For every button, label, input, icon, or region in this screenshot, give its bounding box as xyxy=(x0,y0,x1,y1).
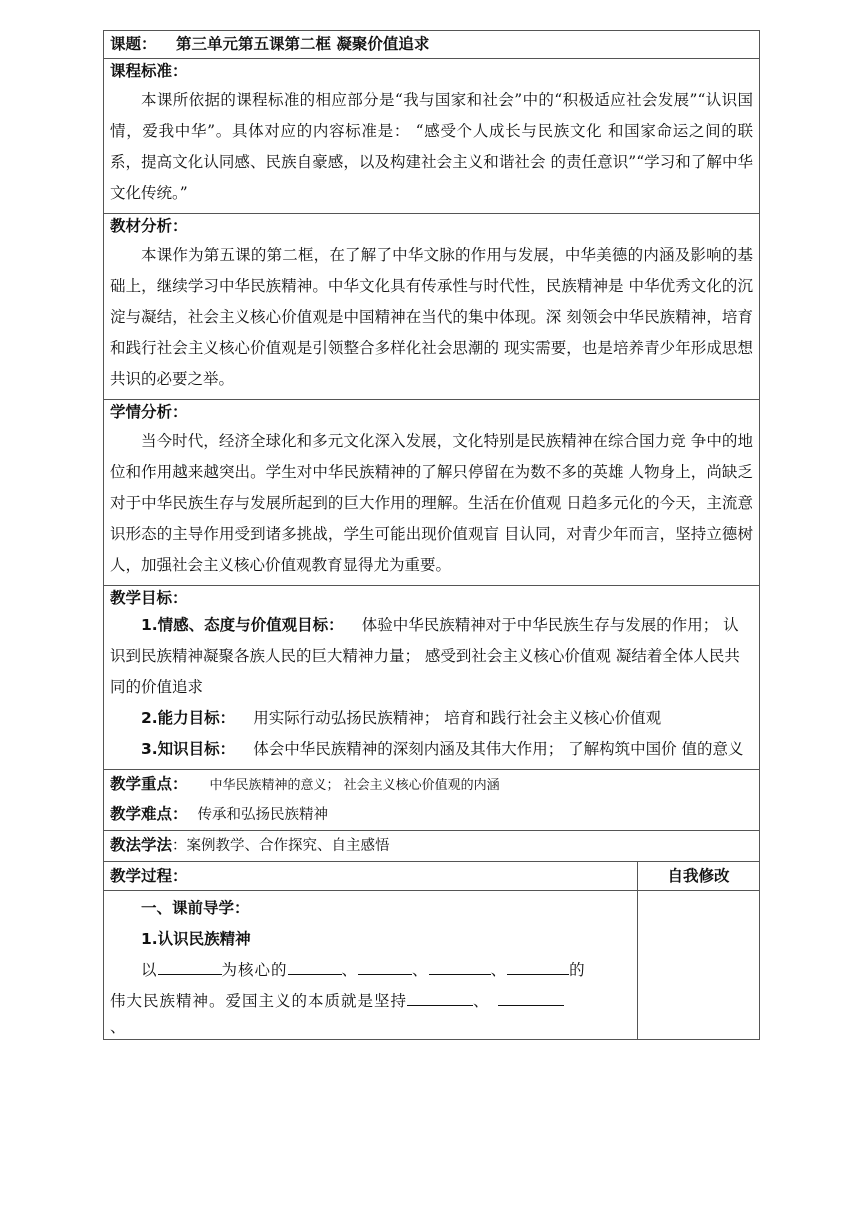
learners-text: 当今时代，经济全球化和多元文化深入发展，文化特别是民族精神在综合国力竞 争中的地位和作用越来越突出。学生对中华民族精神的了解只停留在为数不多的英雄 人物身上，尚缺乏对于中华民族生存与发展所起到的巨大作用的理解。生活在价值观 日趋多元化的今天，主流意识形态的主导作用受到诸多挑战，学生可能出现价值观盲 目认同，对青少年而言，坚持立德树人，加强社会主义核心价值观教育显得尤为重要。 xyxy=(110,432,753,574)
goals-row xyxy=(104,586,760,770)
lesson-plan-sheet xyxy=(103,30,759,1040)
material-heading: 教材分析： xyxy=(110,217,188,235)
difficulties-label: 教学难点： xyxy=(110,805,188,823)
learners-row xyxy=(104,400,760,586)
goal-ability xyxy=(110,703,753,734)
goal-affective xyxy=(110,610,753,703)
material-text: 本课作为第五课的第二框，在了解了中华文脉的作用与发展，中华美德的内涵及影响的基础上，继续学习中华民族精神。中华文化具有传承性与时代性，民族精神是 中华优秀文化的沉淀与凝结，社会主义核心价值观是中国精神在当代的集中体现。深 刻领会中华民族精神，培育和践行社会主义核心价值观是引领整合多样化社会思潮的 现实需要，也是培养青少年形成思想共识的必要之举。 xyxy=(110,246,753,388)
methods-label: 教法学法 xyxy=(110,836,173,854)
methods-text: ：案例教学、合作探究、自主感悟 xyxy=(172,838,390,854)
title-label: 课题： xyxy=(110,35,157,53)
goal-ability-text: 用实际行动弘扬民族精神； 培育和践行社会主义核心价值观 xyxy=(253,709,662,727)
blank-5[interactable] xyxy=(507,958,569,975)
self-revision-heading: 自我修改 xyxy=(667,867,730,885)
blank-7[interactable] xyxy=(498,989,564,1006)
key-points-row xyxy=(104,770,760,831)
standards-row xyxy=(104,59,760,214)
self-revision-cell[interactable] xyxy=(638,891,760,1040)
goal-affective-label: 1.情感、态度与价值观目标： xyxy=(141,616,344,634)
key-points-label: 教学重点： xyxy=(110,775,188,793)
process-header-row xyxy=(104,862,760,891)
item-know-spirit: 1.认识民族精神 xyxy=(141,930,251,948)
goal-knowledge xyxy=(110,734,753,765)
process-heading: 教学过程： xyxy=(110,867,188,885)
title-row xyxy=(104,31,760,59)
blank-4[interactable] xyxy=(429,958,491,975)
key-points-text: 中华民族精神的意义； 社会主义核心价值观的内涵 xyxy=(209,778,500,793)
standards-text: 本课所依据的课程标准的相应部分是“我与国家和社会”中的“积极适应社会发展”“认识国情，爱我中华”。具体对应的内容标准是： “感受个人成长与民族文化 和国家命运之间的联系，提高文化认同感、民族自豪感，以及构建社会主义和谐社会 的责任意识”“学习和了解中华文化传统。” xyxy=(110,91,753,202)
lesson-plan-table xyxy=(103,30,760,1040)
material-row xyxy=(104,214,760,400)
lesson-title: 第三单元第五课第二框 凝聚价值追求 xyxy=(176,35,430,53)
pre-class-heading: 一、课前导学： xyxy=(141,899,250,917)
blank-6[interactable] xyxy=(407,989,473,1006)
goal-knowledge-label: 3.知识目标： xyxy=(141,740,236,758)
blank-3[interactable] xyxy=(358,958,412,975)
methods-row xyxy=(104,831,760,862)
goal-ability-label: 2.能力目标： xyxy=(141,709,236,727)
blank-2[interactable] xyxy=(288,958,342,975)
fill-blank-line-1: 以 为核心的 、 、 、 的 xyxy=(110,955,631,986)
goal-affective-text: 体验中华民族精神对于中华民族生存与发展的作用； 认识到民族精神凝聚各族人民的巨大精神力量； 感受到社会主义核心价值观 凝结着全体人民共同的价值追求 xyxy=(110,616,740,696)
fill-blank-line-2: 伟大民族精神。爱国主义的本质就是坚持 、 xyxy=(110,986,631,1017)
blank-1[interactable] xyxy=(158,958,222,975)
learners-heading: 学情分析： xyxy=(110,403,188,421)
process-body-row xyxy=(104,891,760,1040)
goals-heading: 教学目标： xyxy=(110,589,188,607)
fill-blank-line-3: 、 xyxy=(110,1018,127,1036)
difficulties-text: 传承和弘扬民族精神 xyxy=(197,807,329,823)
goal-knowledge-text: 体会中华民族精神的深刻内涵及其伟大作用； 了解构筑中国价 值的意义 xyxy=(253,740,744,758)
standards-heading: 课程标准： xyxy=(110,62,188,80)
